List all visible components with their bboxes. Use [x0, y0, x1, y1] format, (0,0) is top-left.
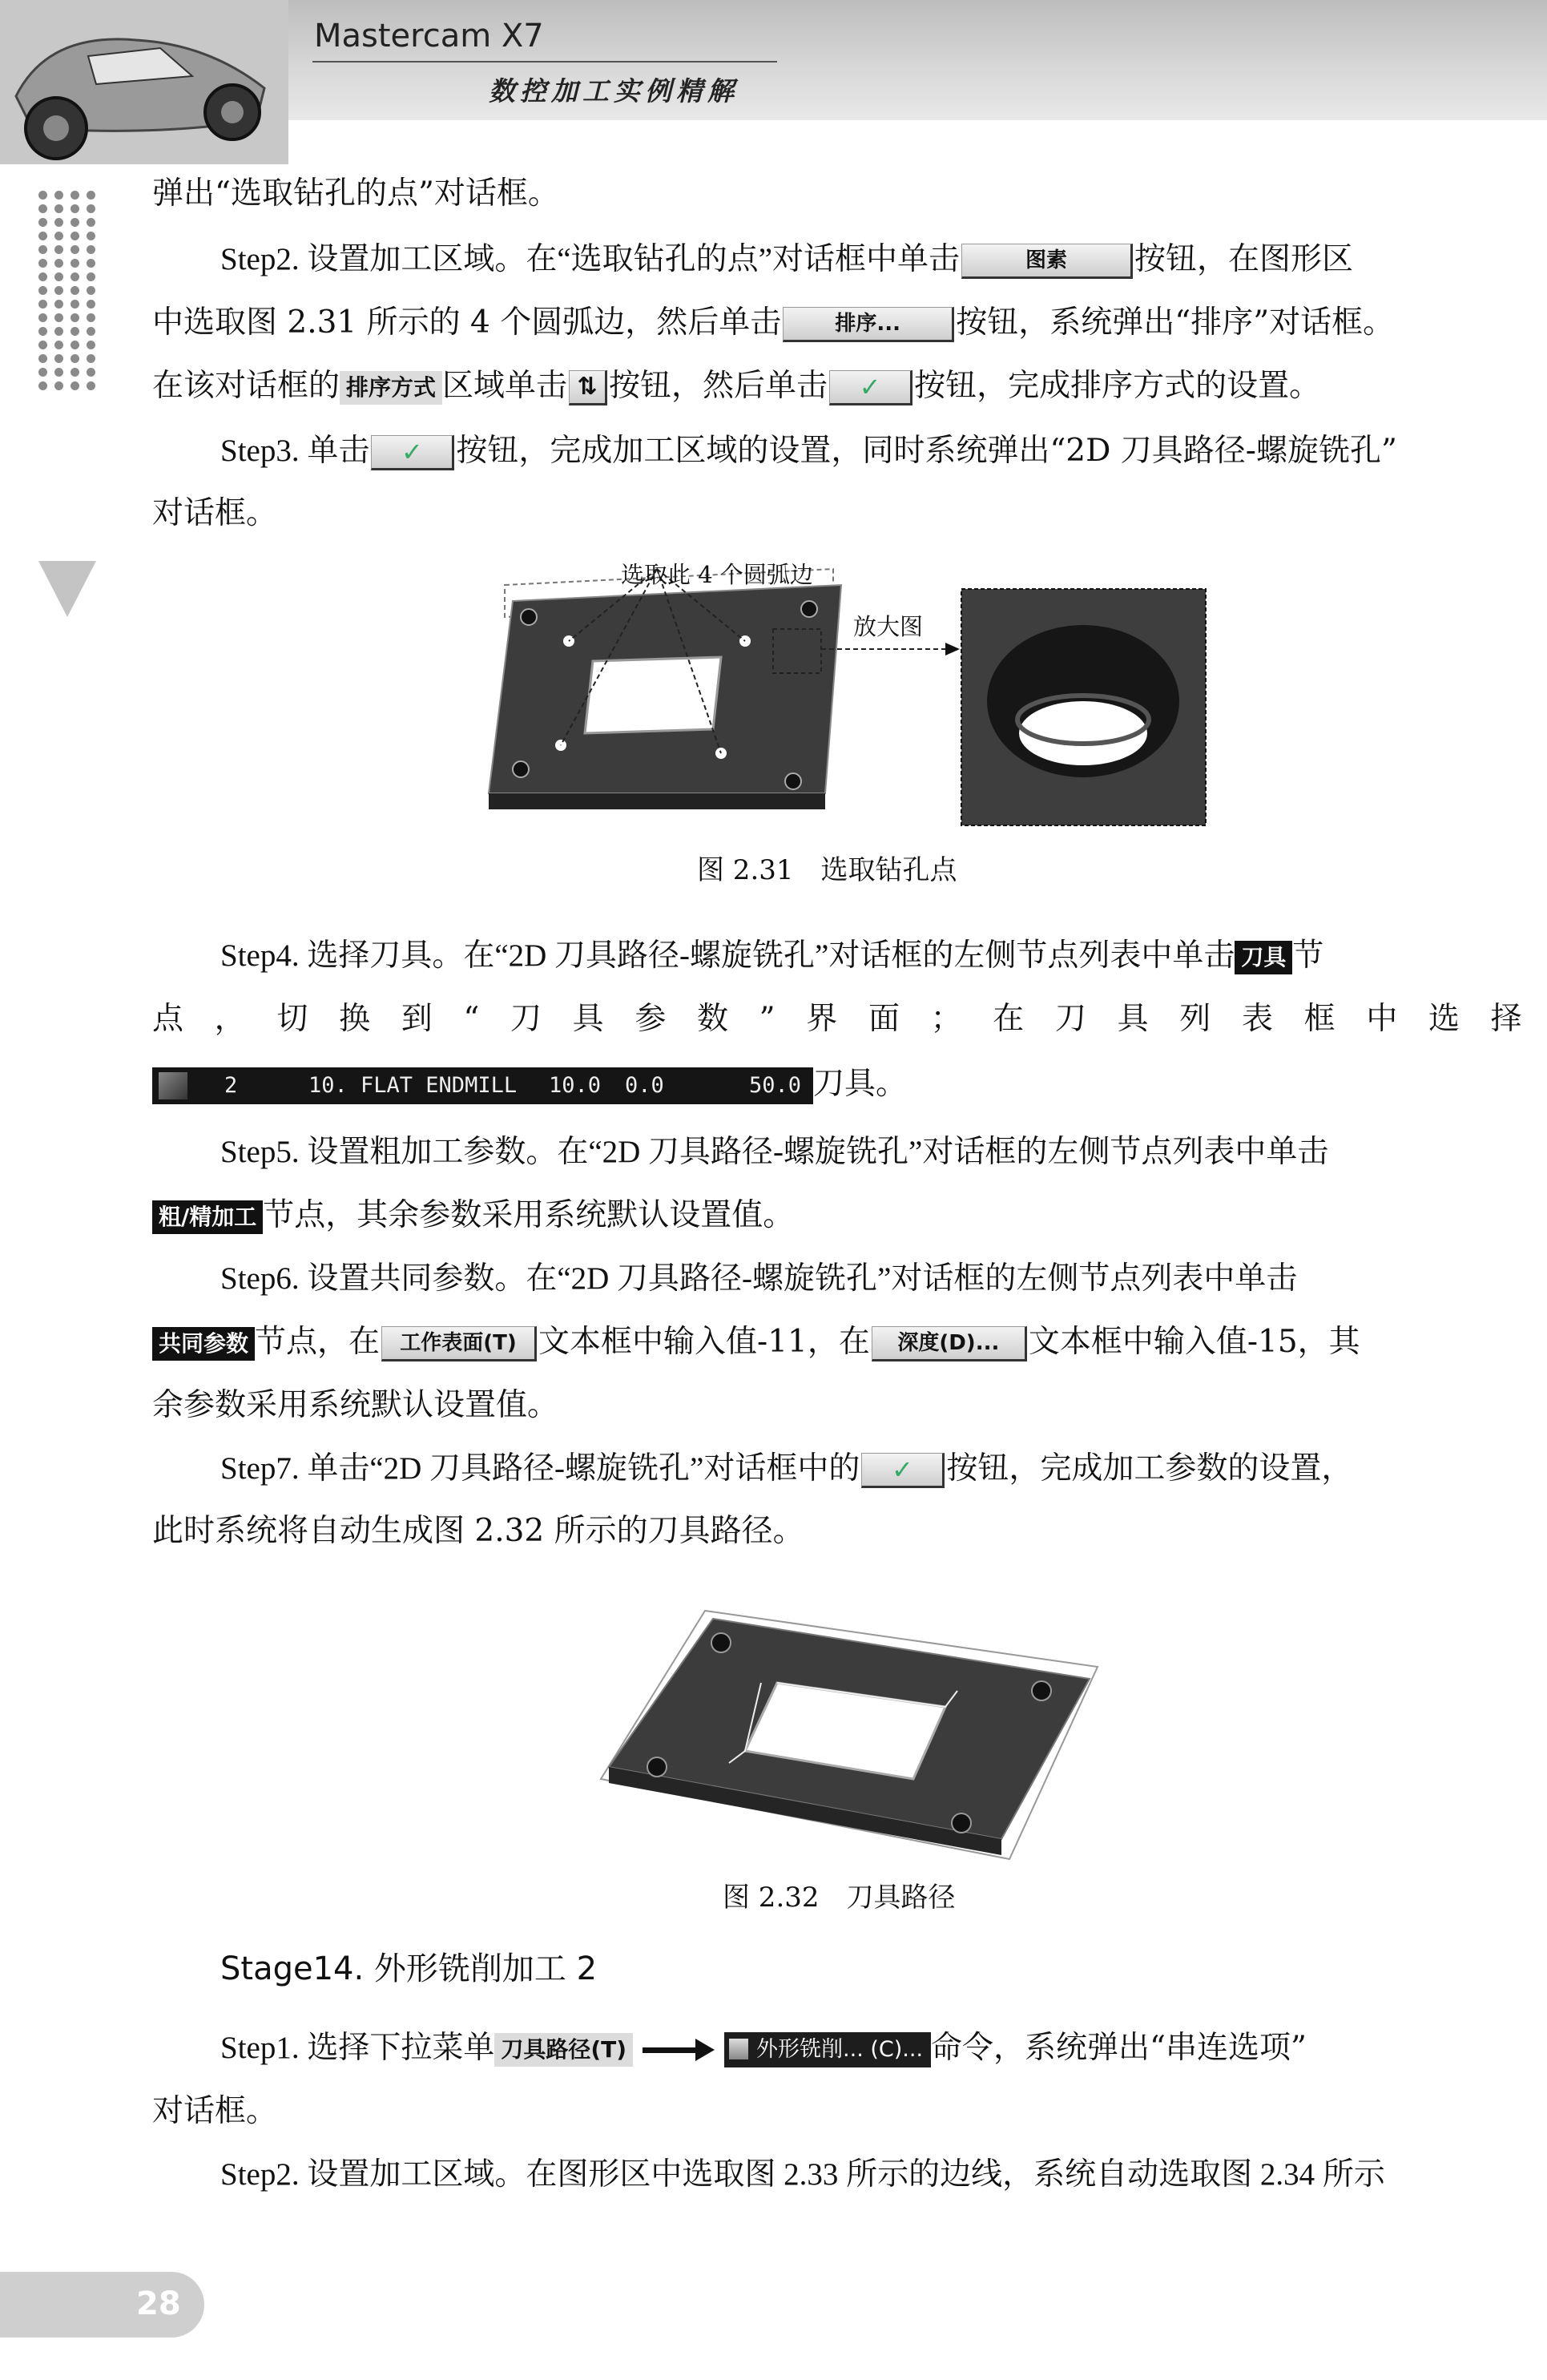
toolpath-plate-drawing	[601, 1611, 1098, 1859]
page-number: 28	[136, 2285, 181, 2322]
step5-line2: 粗/精加工 节点，其余参数采用系统默认设置值。	[152, 1185, 1522, 1246]
ok-check-button[interactable]: ✓	[861, 1453, 945, 1488]
step3-line2: 对话框。	[152, 495, 278, 531]
ok-check-button[interactable]: ✓	[371, 435, 454, 470]
step2-line2: 中选取图 2.31 所示的 4 个圆弧边，然后单击 排序... 按钮，系统弹出“排序”对话框。	[152, 305, 1395, 341]
book-title: Mastercam X7	[314, 18, 544, 54]
tool-icon	[159, 1072, 187, 1099]
step5-line1: Step5. 设置粗加工参数。在“2D 刀具路径-螺旋铣孔”对话框的左侧节点列表中单击	[220, 1135, 1329, 1169]
step2-line3: 在该对话框的 排序方式 区域单击 ⇅ 按钮，然后单击 ✓ 按钮，完成排序方式的设置。	[152, 368, 1321, 404]
work-surface-button[interactable]: 工作表面(T)	[381, 1326, 537, 1361]
title-rule	[312, 61, 777, 63]
book-subtitle: 数控加工实例精解	[489, 75, 739, 107]
figure-label-zoom: 放大图	[853, 613, 924, 640]
arrow-right-icon	[643, 2043, 715, 2056]
figure-2-32	[593, 1595, 1106, 1867]
contour-milling-menu-item[interactable]: 外形铣削... (C)...	[724, 2032, 931, 2067]
paragraph-line: 弹出“选取钻孔的点”对话框。	[152, 175, 559, 212]
ok-check-button[interactable]: ✓	[829, 370, 912, 405]
car-illustration-icon	[0, 0, 288, 168]
figure-caption: 图 2.31 选取钻孔点	[697, 854, 957, 886]
sort-button[interactable]: 排序...	[783, 307, 954, 342]
figure-caption: 图 2.32 刀具路径	[723, 1882, 956, 1914]
toolpath-menu[interactable]: 刀具路径(T)	[494, 2033, 633, 2067]
plate-drawing	[489, 569, 960, 809]
step6-line1: Step6. 设置共同参数。在“2D 刀具路径-螺旋铣孔”对话框的左侧节点列表中单击	[220, 1261, 1298, 1296]
tool-node-label[interactable]: 刀具	[1235, 941, 1292, 974]
margin-arrow-icon	[38, 561, 96, 617]
zoom-view-drawing	[961, 589, 1206, 825]
margin-dots	[38, 191, 103, 390]
sort-order-icon[interactable]: ⇅	[569, 370, 607, 405]
tool-list-row[interactable]: 2 10. FLAT ENDMILL 10.0 0.0 50.0	[152, 1067, 813, 1104]
stage14-step1-line2: 对话框。	[152, 2093, 278, 2129]
stage14-title: Stage14. 外形铣削加工 2	[220, 1950, 598, 1987]
step7-line1: Step7. 单击“2D 刀具路径-螺旋铣孔”对话框中的 ✓ 按钮，完成加工参数的设置，	[220, 1450, 1353, 1486]
rough-finish-node-label[interactable]: 粗/精加工	[152, 1200, 263, 1234]
stage14-step2-line1: Step2. 设置加工区域。在图形区中选取图 2.33 所示的边线，系统自动选取图 2.34 所示	[220, 2157, 1385, 2192]
step6-line3: 余参数采用系统默认设置值。	[152, 1387, 559, 1423]
depth-button[interactable]: 深度(D)...	[872, 1326, 1027, 1361]
step6-line2: 共同参数 节点，在 工作表面(T) 文本框中输入值-11，在 深度(D)... 文本框中输入值-15，其	[152, 1312, 1522, 1373]
step4-line1: Step4. 选择刀具。在“2D 刀具路径-螺旋铣孔”对话框的左侧节点列表中单击 刀具 节	[220, 938, 1324, 974]
sort-mode-label: 排序方式	[340, 371, 442, 405]
figure-2-31	[457, 553, 1210, 841]
step7-line2: 此时系统将自动生成图 2.32 所示的刀具路径。	[152, 1513, 804, 1549]
step4-line3: 2 10. FLAT ENDMILL 10.0 0.0 50.0 刀具。	[152, 1054, 1522, 1115]
step2-line1: Step2. 设置加工区域。在“选取钻孔的点”对话框中单击 图素 按钮，在图形区	[220, 241, 1353, 277]
step4-line2: 点 ， 切 换 到 “ 刀 具 参 数 ” 界 面 ； 在 刀 具 列 表 框 中 选 择	[152, 1001, 1522, 1037]
entity-button[interactable]: 图素	[961, 244, 1133, 279]
common-params-node-label[interactable]: 共同参数	[152, 1327, 255, 1361]
figure-label-select-arcs: 选取此 4 个圆弧边	[621, 561, 813, 588]
step3-line1: Step3. 单击 ✓ 按钮，完成加工区域的设置，同时系统弹出“2D 刀具路径-螺旋铣孔”	[220, 433, 1397, 469]
stage14-step1-line1: Step1. 选择下拉菜单 刀具路径(T) 外形铣削... (C)... 命令，系统弹出“串连选项”	[220, 2030, 1307, 2066]
